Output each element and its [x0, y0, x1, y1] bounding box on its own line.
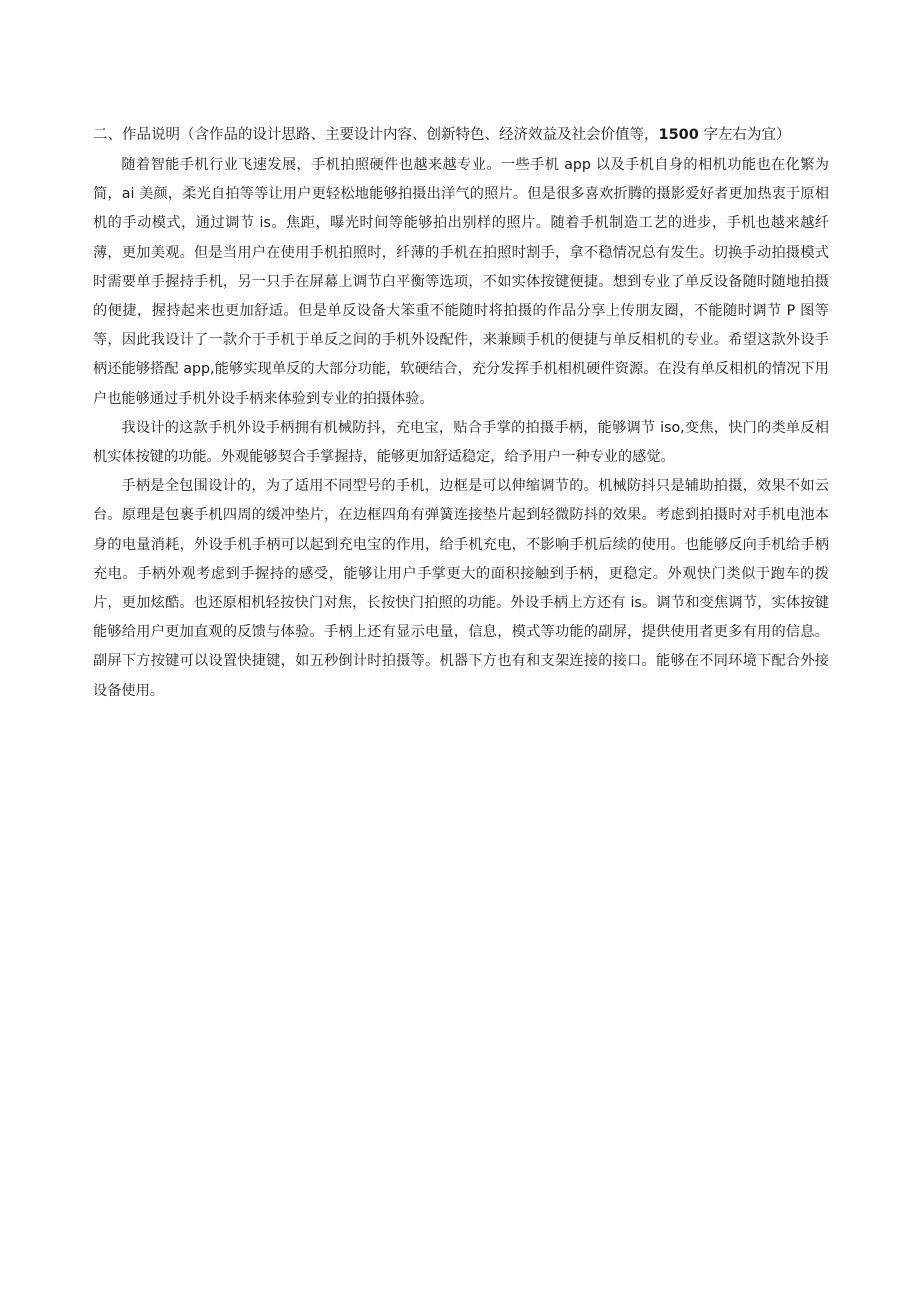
paragraph-background: 随着智能手机行业飞速发展，手机拍照硬件也越来越专业。一些手机 app 以及手机自身的相机功能也在化繁为简，ai 美颜，柔光自拍等等让用户更轻松地能够拍摄出洋气的照片。但是很多喜欢折腾的摄影爱好者更加热衷于原相机的手动模式，通过调节 is。焦距，曝光时间等能够拍出别样的照片。随着手机制造工艺的进步，手机也越来越纤薄，更加美观。但是当用户在使用手机拍照时，纤薄的手机在拍照时割手，拿不稳情况总有发生。切换手动拍摄模式时需要单手握持手机，另一只手在屏幕上调节白平衡等选项，不如实体按键便捷。想到专业了单反设备随时随地拍摄的便捷，握持起来也更加舒适。但是单反设备大笨重不能随时将拍摄的作品分享上传朋友圈，不能随时调节 P 图等等，因此我设计了一款介于手机于单反之间的手机外设配件，来兼顾手机的便捷与单反相机的专业。希望这款外设手柄还能够搭配 app,能够实现单反的大部分功能，软硬结合，充分发挥手机相机硬件资源。在没有单反相机的情况下用户也能够通过手机外设手柄来体验到专业的拍摄体验。 — [93, 157, 829, 407]
heading-suffix: 字左右为宜） — [698, 127, 791, 143]
paragraph-design-details: 手柄是全包围设计的，为了适用不同型号的手机，边框是可以伸缩调节的。机械防抖只是辅助拍摄，效果不如云台。原理是包裹手机四周的缓冲垫片，在边框四角有弹簧连接垫片起到轻微防抖的效果。考虑到拍摄时对手机电池本身的电量消耗，外设手机手柄可以起到充电宝的作用，给手机充电，不影响手机后续的使用。也能够反向手机给手柄充电。手柄外观考虑到手握持的感受，能够让用户手掌更大的面积接触到手柄，更稳定。外观快门类似于跑车的拨片，更加炫酷。也还原相机轻按快门对焦，长按快门拍照的功能。外设手柄上方还有 is。调节和变焦调节，实体按键能够给用户更加直观的反馈与体验。手柄上还有显示电量，信息，模式等功能的副屏，提供使用者更多有用的信息。副屏下方按键可以设置快捷键，如五秒倒计时拍摄等。机器下方也有和支架连接的接口。能够在不同环境下配合外接设备使用。 — [93, 478, 829, 699]
heading-prefix: 二、作品说明（含作品的设计思路、主要设计内容、创新特色、经济效益及社会价值等， — [93, 127, 659, 143]
section-heading — [93, 122, 829, 148]
heading-word-count: 1500 — [658, 127, 699, 143]
paragraph-features: 我设计的这款手机外设手柄拥有机械防抖，充电宝，贴合手掌的拍摄手柄，能够调节 iso,变焦，快门的类单反相机实体按键的功能。外观能够契合手掌握持，能够更加舒适稳定，给予用户一种专业的感觉。 — [93, 419, 829, 466]
document-body — [93, 122, 829, 706]
